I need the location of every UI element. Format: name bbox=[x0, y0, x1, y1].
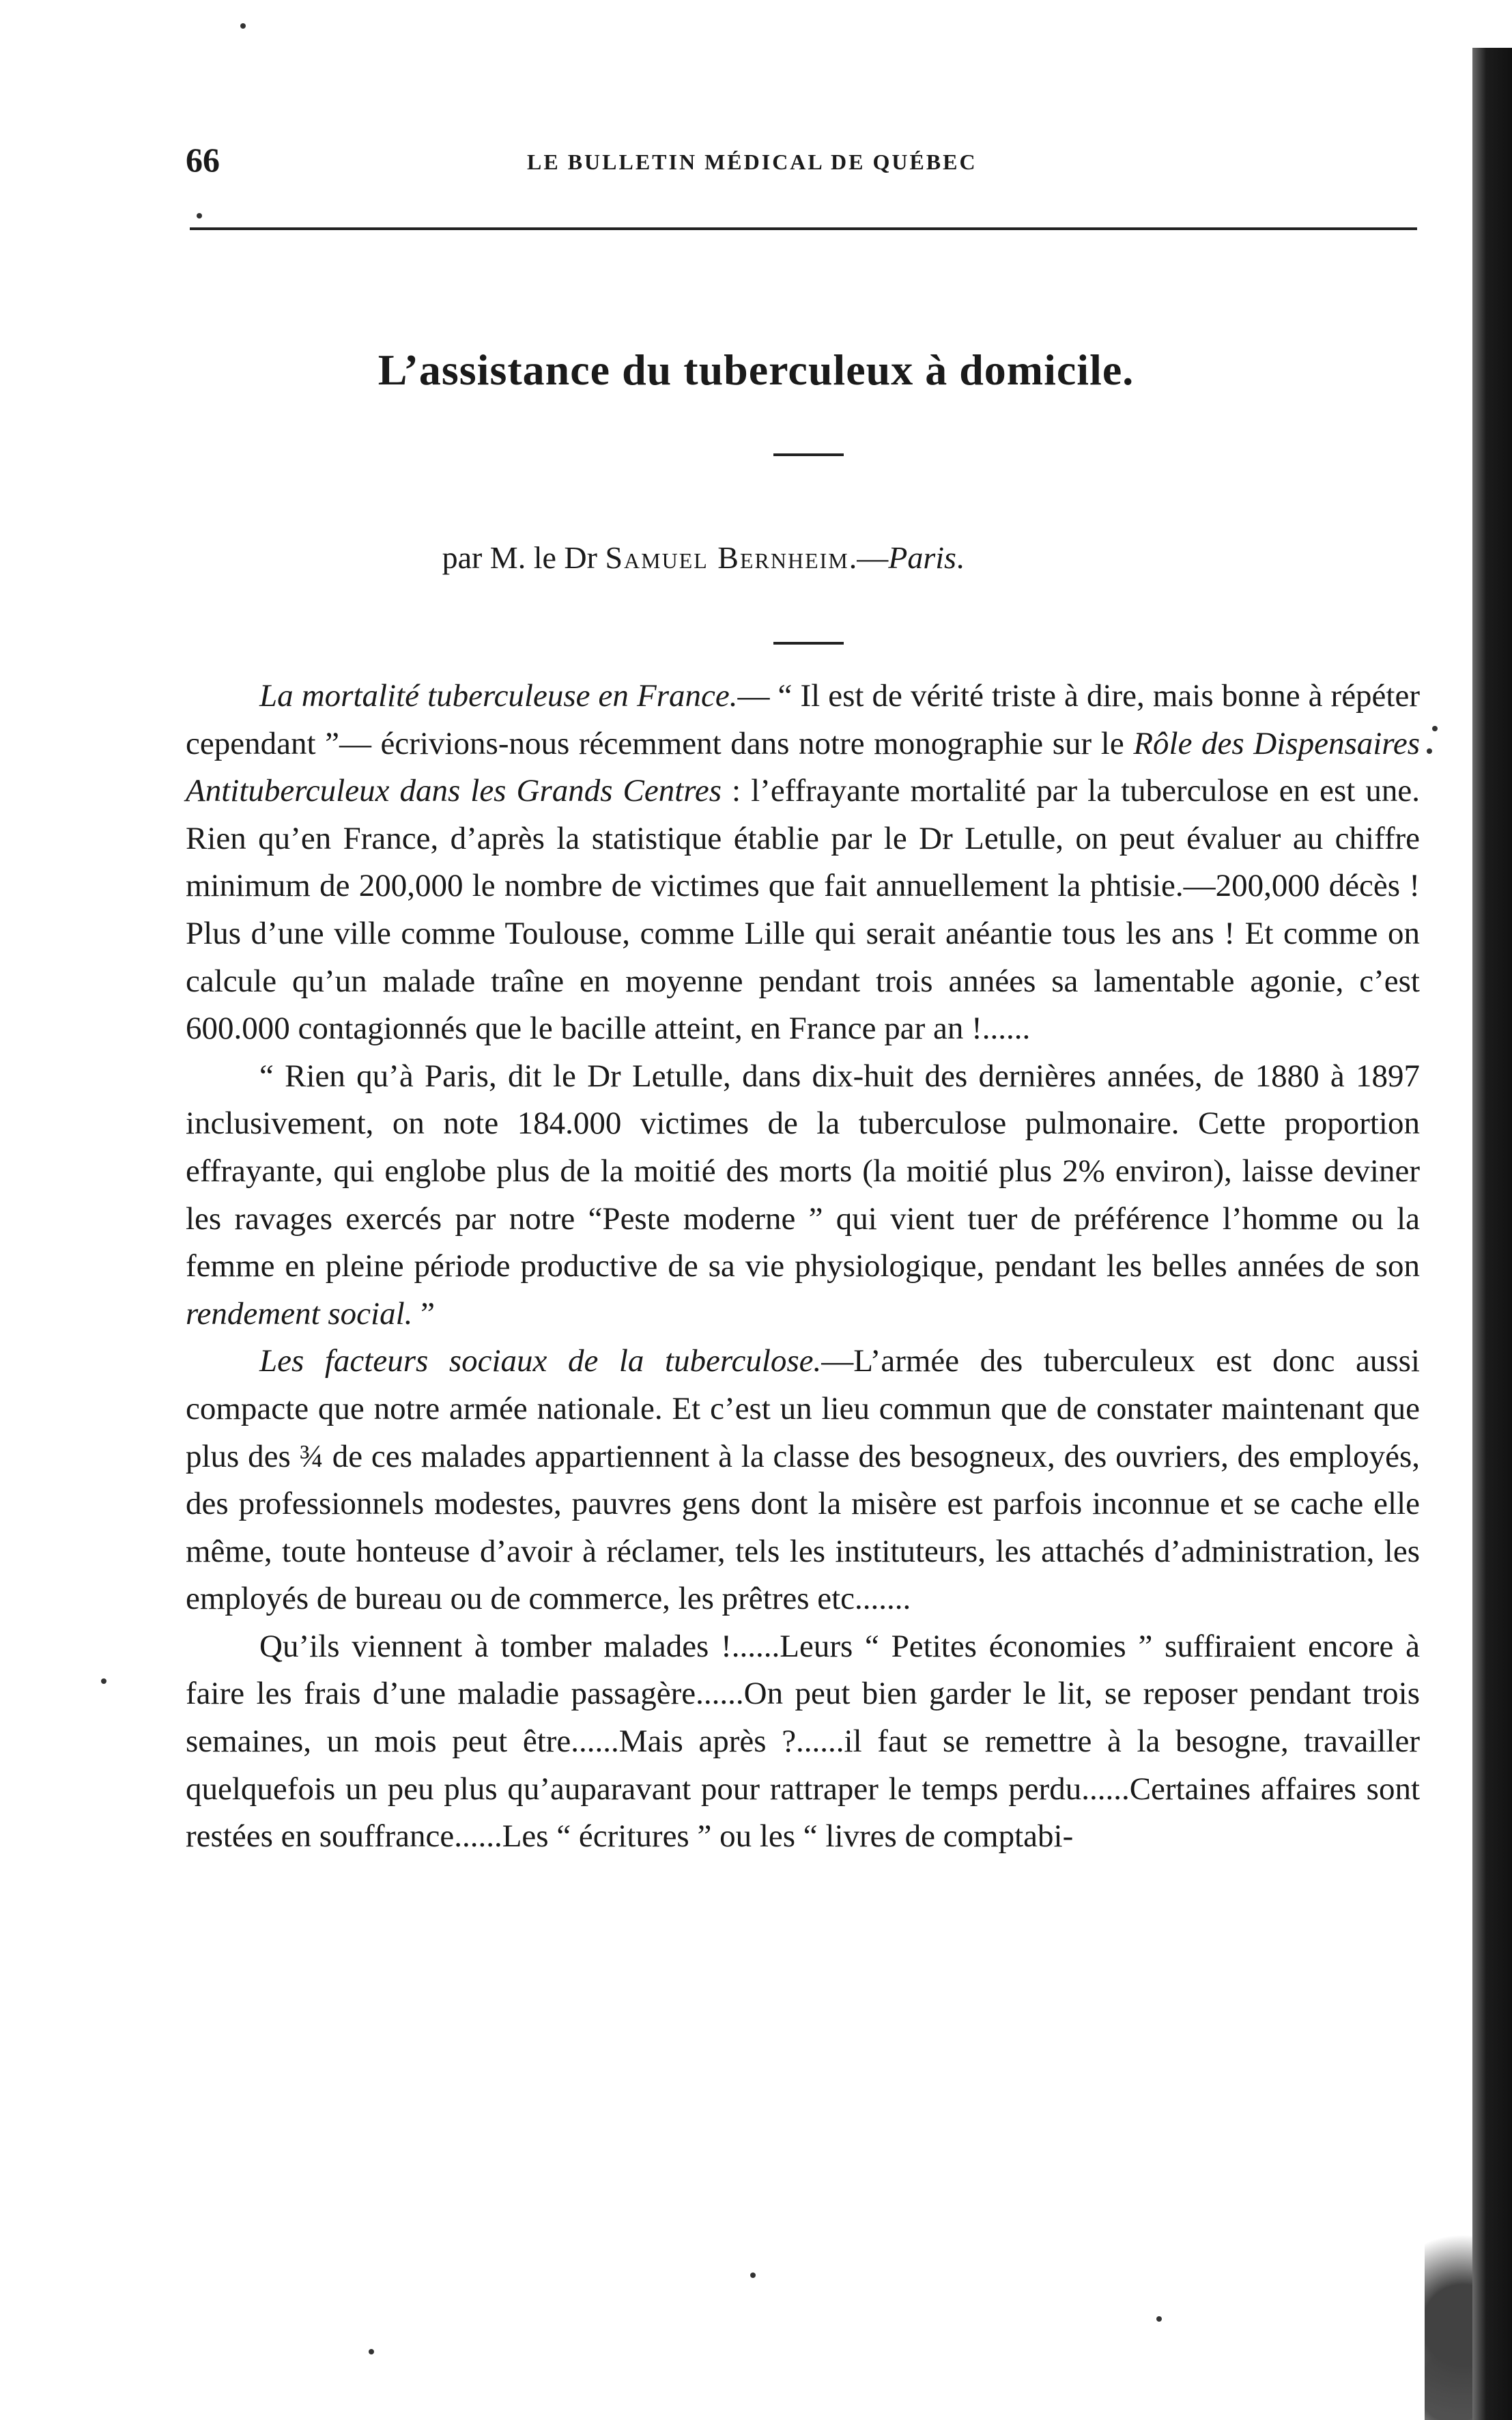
scan-speck bbox=[1427, 748, 1432, 754]
scan-speck bbox=[1156, 2316, 1162, 2322]
binding-speckle bbox=[1425, 2103, 1472, 2420]
italic-reference: Rôle des Dispensaires Antituberculeux dans les Grands Centres bbox=[186, 725, 1420, 809]
title-divider bbox=[773, 453, 844, 456]
section-heading-italic: La mortalité tuberculeuse en France. bbox=[259, 678, 738, 714]
scan-speck bbox=[101, 1678, 106, 1684]
binding-edge-shadow bbox=[1472, 48, 1512, 2420]
scan-speck bbox=[1432, 726, 1438, 731]
paragraph-text: — “ Il est de vérité triste à dire, mais bonne à répéter cependant ”— écrivions-nous récemment dans notre monographie sur le bbox=[186, 678, 1420, 761]
paragraph bbox=[186, 1053, 1420, 1338]
byline-city: Paris bbox=[888, 540, 956, 575]
paragraph bbox=[186, 1623, 1420, 1861]
paragraph-text: : l’effrayante mortalité par la tuberculose en est une. Rien qu’en France, d’après la statistique établie par le Dr Letulle, on peut évaluer au chiffre minimum de 200,000 le nombre de victimes que fait annuellement la phtisie.—200,000 décès ! Plus d’une ville comme Toulouse, comme Lille qui serait anéantie tous les ans ! Et comme on calcule qu’un malade traîne en moyenne pendant trois années sa lamentable agonie, c’est 600.000 contagionnés que le bacille atteint, en France par an !...... bbox=[186, 773, 1421, 1047]
scan-speck bbox=[197, 213, 202, 219]
article-body bbox=[186, 673, 1420, 1861]
page-header bbox=[186, 140, 1414, 181]
paragraph-text: “ Rien qu’à Paris, dit le Dr Letulle, dans dix-huit des dernières années, de 1880 à 1897 inclusivement, on note 184.000 victimes de la tuberculose pulmonaire. Cette proportion effrayante, qui englobe plus de la moitié des morts (la moitié plus 2% environ), laisse deviner les ravages exercés par notre “Peste moderne ” qui vient tuer de préférence l’homme ou la femme en pleine période productive de sa vie physiologique, pendant les belles années de son bbox=[186, 1058, 1420, 1284]
article-title: L’assistance du tuberculeux à domicile. bbox=[377, 346, 1135, 394]
paragraph-text: —L’armée des tuberculeux est donc aussi compacte que notre armée nationale. Et c’est un lieu commun que de constater maintenant que plus des ¾ de ces malades appartiennent à la classe des besogneux, des ouvriers, des employés, des professionnels modestes, pauvres gens dont la misère est parfois inconnue et se cache elle même, toute honteuse d’avoir à réclamer, tels les instituteurs, les attachés d’administration, les employés de bureau ou de commerce, les prêtres etc....... bbox=[186, 1343, 1420, 1617]
page-number: 66 bbox=[186, 141, 220, 179]
byline-prefix: par M. le Dr bbox=[442, 540, 605, 575]
scan-speck bbox=[750, 2273, 756, 2278]
byline-divider bbox=[773, 642, 844, 645]
running-head: LE BULLETIN MÉDICAL DE QUÉBEC bbox=[527, 150, 978, 174]
byline-author: Samuel Bernheim bbox=[605, 540, 849, 575]
paragraph-text: ” bbox=[412, 1295, 436, 1332]
italic-phrase: rendement social. bbox=[186, 1295, 413, 1332]
byline-suffix: . bbox=[956, 540, 965, 575]
paragraph-text: Qu’ils viennent à tomber malades !......Leurs “ Petites économies ” suffiraient encore à faire les frais d’une maladie passagère......On peut bien garder le lit, se reposer pendant trois semaines, un mois peut être......Mais après ?......il faut se remettre à la besogne, travailler quelquefois un peu plus qu’auparavant pour rattraper le temps perdu......Certaines affaires sont restées en souffrance......Les “ écritures ” ou les “ livres de comptabi- bbox=[186, 1628, 1420, 1855]
paragraph bbox=[186, 1338, 1420, 1623]
section-heading-italic: Les facteurs sociaux de la tuberculose. bbox=[259, 1343, 822, 1379]
byline bbox=[0, 539, 1406, 576]
byline-separator: .— bbox=[848, 540, 889, 575]
header-rule bbox=[190, 227, 1417, 230]
scan-speck bbox=[240, 23, 246, 29]
paragraph bbox=[186, 673, 1420, 1053]
scan-speck bbox=[369, 2349, 374, 2354]
